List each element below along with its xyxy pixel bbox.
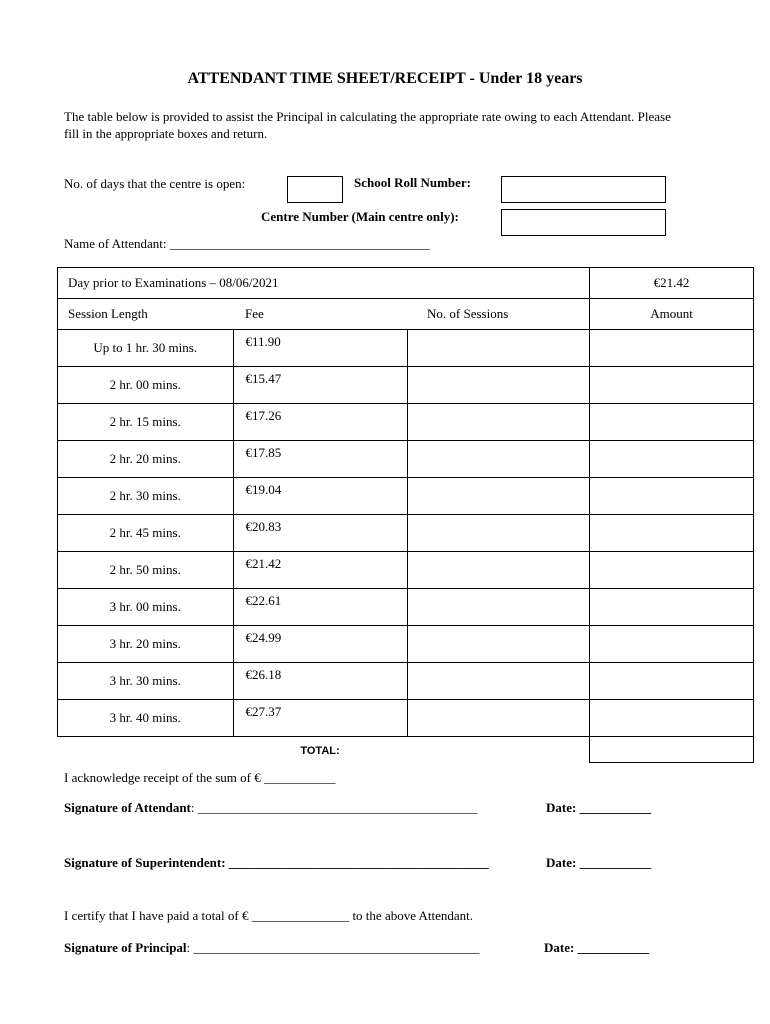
acknowledge-line[interactable]: I acknowledge receipt of the sum of € ___________: [64, 770, 336, 785]
attendant-signature-field[interactable]: [64, 800, 477, 816]
principal-signature-field[interactable]: [64, 940, 479, 956]
fee-cell: €19.04: [233, 478, 407, 515]
fee-cell: €17.26: [233, 404, 407, 441]
intro-text: The table below is provided to assist the Principal in calculating the appropriate rate owing to each Attendant. Please fill in the appropriate boxes and return.: [64, 109, 671, 141]
table-row: [58, 663, 754, 700]
amount-input[interactable]: [590, 552, 754, 589]
table-row: [58, 330, 754, 367]
roll-number-label: School Roll Number:: [354, 175, 471, 190]
amount-input[interactable]: [590, 367, 754, 404]
amount-input[interactable]: [590, 663, 754, 700]
day-prior-label: Day prior to Examinations – 08/06/2021: [58, 268, 590, 299]
days-open-label: No. of days that the centre is open:: [64, 176, 246, 191]
session-length-cell: 2 hr. 50 mins.: [58, 552, 234, 589]
table-row: [58, 367, 754, 404]
num-sessions-input[interactable]: [407, 404, 590, 441]
amount-input[interactable]: [590, 404, 754, 441]
session-length-cell: 2 hr. 45 mins.: [58, 515, 234, 552]
day-prior-amount: €21.42: [590, 268, 754, 299]
num-sessions-input[interactable]: [407, 478, 590, 515]
roll-number-input[interactable]: [501, 176, 666, 203]
num-sessions-input[interactable]: [407, 700, 590, 737]
num-sessions-input[interactable]: [407, 367, 590, 404]
table-row: [58, 441, 754, 478]
fee-cell: €20.83: [233, 515, 407, 552]
amount-input[interactable]: [590, 478, 754, 515]
attendant-name-field[interactable]: Name of Attendant: ________________________________________: [64, 236, 430, 251]
table-row: [58, 626, 754, 663]
day-prior-row: [58, 268, 754, 299]
total-label: [233, 737, 407, 763]
fee-cell: €21.42: [233, 552, 407, 589]
table-row: [58, 700, 754, 737]
header-num-sessions: No. of Sessions: [407, 299, 590, 330]
principal-signature-label: Signature of Principal: [64, 940, 187, 955]
num-sessions-input[interactable]: [407, 441, 590, 478]
fee-cell: €24.99: [233, 626, 407, 663]
num-sessions-input[interactable]: [407, 515, 590, 552]
principal-signature-line: : ____________________________________________: [186, 940, 480, 955]
amount-input[interactable]: [590, 441, 754, 478]
num-sessions-input[interactable]: [407, 330, 590, 367]
fee-cell: €22.61: [233, 589, 407, 626]
fee-cell: €26.18: [233, 663, 407, 700]
table-row: [58, 478, 754, 515]
table-row: [58, 589, 754, 626]
total-label-text: TOTAL:: [300, 745, 340, 757]
centre-number-label: Centre Number (Main centre only):: [261, 209, 459, 224]
amount-input[interactable]: [590, 515, 754, 552]
attendant-signature-label: Signature of Attendant: [64, 800, 191, 815]
fee-cell: €11.90: [233, 330, 407, 367]
days-open-input[interactable]: [287, 176, 343, 203]
header-row: [58, 299, 754, 330]
num-sessions-input[interactable]: [407, 552, 590, 589]
session-length-cell: 2 hr. 30 mins.: [58, 478, 234, 515]
table-row: [58, 552, 754, 589]
num-sessions-input[interactable]: [407, 626, 590, 663]
centre-number-input[interactable]: [501, 209, 666, 236]
num-sessions-input[interactable]: [407, 663, 590, 700]
attendant-date-field[interactable]: Date: ___________: [546, 800, 652, 815]
page-title: ATTENDANT TIME SHEET/RECEIPT - Under 18 years: [187, 70, 583, 87]
session-length-cell: 3 hr. 00 mins.: [58, 589, 234, 626]
session-length-cell: 3 hr. 20 mins.: [58, 626, 234, 663]
session-length-cell: Up to 1 hr. 30 mins.: [58, 330, 234, 367]
principal-date-line: : ___________: [570, 940, 650, 955]
fee-cell: €17.85: [233, 441, 407, 478]
table-row: [58, 404, 754, 441]
amount-input[interactable]: [590, 589, 754, 626]
amount-input[interactable]: [590, 626, 754, 663]
table-row: [58, 515, 754, 552]
amount-input[interactable]: [590, 700, 754, 737]
session-length-cell: 2 hr. 20 mins.: [58, 441, 234, 478]
session-length-cell: 2 hr. 00 mins.: [58, 367, 234, 404]
principal-date-label: Date: [544, 940, 570, 955]
total-row: [58, 737, 754, 763]
amount-input[interactable]: [590, 330, 754, 367]
header-fee: Fee: [233, 299, 407, 330]
superintendent-date-field[interactable]: Date: ___________: [546, 855, 652, 870]
header-session-length: Session Length: [58, 299, 234, 330]
fee-cell: €27.37: [233, 700, 407, 737]
fee-cell: €15.47: [233, 367, 407, 404]
session-length-cell: 3 hr. 30 mins.: [58, 663, 234, 700]
session-length-cell: 2 hr. 15 mins.: [58, 404, 234, 441]
certify-line[interactable]: I certify that I have paid a total of € _______________ to the above Attendant.: [64, 908, 474, 923]
superintendent-signature-field[interactable]: Signature of Superintendent: ________________________________________: [64, 855, 489, 870]
fee-table: [57, 267, 754, 763]
principal-date-field[interactable]: [544, 940, 649, 956]
total-amount-input[interactable]: [590, 737, 754, 763]
attendant-signature-line: : ___________________________________________: [190, 800, 478, 815]
header-amount: Amount: [590, 299, 754, 330]
session-length-cell: 3 hr. 40 mins.: [58, 700, 234, 737]
num-sessions-input[interactable]: [407, 589, 590, 626]
